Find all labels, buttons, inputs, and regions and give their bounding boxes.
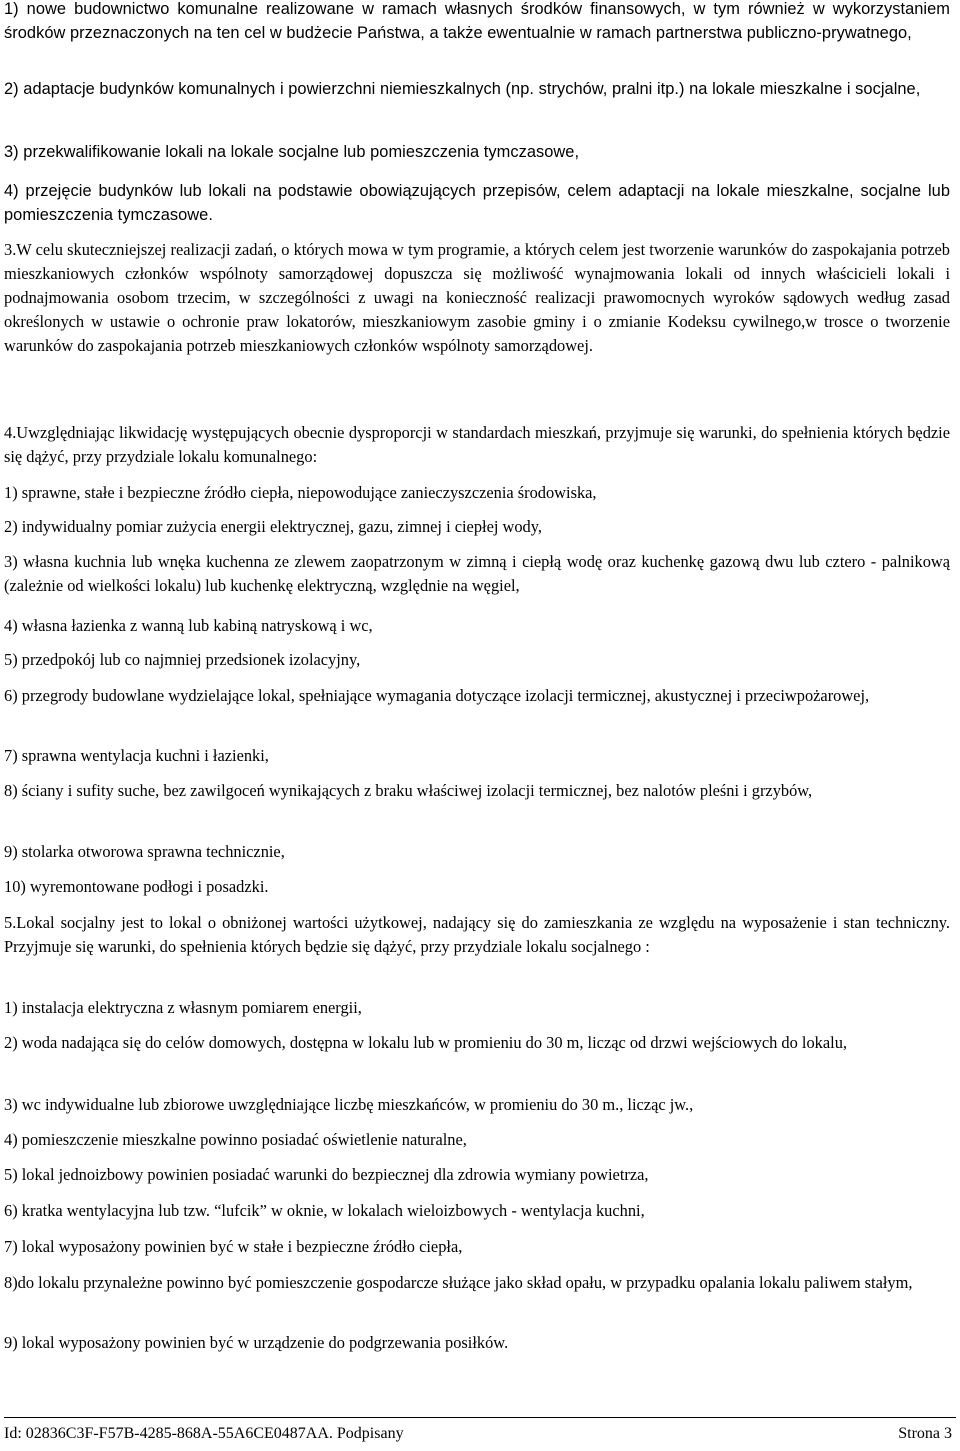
paragraph-condition-8: 8) ściany i sufity suche, bez zawilgoceń wynikających z braku właściwej izolacji termicznej, bez nalotów pleśni i grzybów, — [4, 781, 813, 800]
paragraph-condition-5: 5) przedpokój lub co najmniej przedsionek izolacyjny, — [4, 650, 361, 669]
paragraph-section-4: 4.Uwzględniając likwidację występujących obecnie dysproporcji w standardach mieszkań, przyjmuje się warunki, do spełnienia których będzie się dążyć, przy przydziale lokalu komunalnego: — [4, 423, 950, 466]
paragraph-social-9: 9) lokal wyposażony powinien być w urządzenie do podgrzewania posiłków. — [4, 1333, 509, 1352]
footer-divider — [4, 1417, 956, 1418]
page-number-text: Strona 3 — [898, 1425, 952, 1442]
paragraph-social-8: 8)do lokalu przynależne powinno być pomieszczenie gospodarcze służące jako skład opału, w przypadku opalania lokalu paliwem stałym, — [4, 1273, 913, 1292]
paragraph-item-4: 4) przejęcie budynków lub lokali na podstawie obowiązujących przepisów, celem adaptacji na lokale mieszkalne, socjalne lub pomieszczenia tymczasowe. — [4, 182, 950, 224]
paragraph-item-1: 1) nowe budownictwo komunalne realizowane w ramach własnych środków finansowych, w tym również w wykorzystaniem środków przeznaczonych na ten cel w budżecie Państwa, a także ewentualnie w ramach partnerstwa publiczno-prywatnego, — [4, 0, 950, 42]
paragraph-condition-2: 2) indywidualny pomiar zużycia energii elektrycznej, gazu, zimnej i ciepłej wody, — [4, 517, 542, 536]
paragraph-condition-10: 10) wyremontowane podłogi i posadzki. — [4, 877, 269, 896]
paragraph-section-5: 5.Lokal socjalny jest to lokal o obniżonej wartości użytkowej, nadający się do zamieszkania ze względu na wyposażenie i stan techniczny. Przyjmuje się warunki, do spełnienia których będzie się dążyć, przy przydziale lokalu socjalnego : — [4, 913, 950, 956]
paragraph-social-3: 3) wc indywidualne lub zbiorowe uwzględniające liczbę mieszkańców, w promieniu do 30 m., licząc jw., — [4, 1095, 694, 1114]
paragraph-item-2: 2) adaptacje budynków komunalnych i powierzchni niemieszkalnych (np. strychów, pralni itp.) na lokale mieszkalne i socjalne, — [4, 80, 921, 98]
paragraph-item-3: 3) przekwalifikowanie lokali na lokale socjalne lub pomieszczenia tymczasowe, — [4, 143, 580, 161]
paragraph-condition-9: 9) stolarka otworowa sprawna technicznie, — [4, 842, 285, 861]
paragraph-section-3: 3.W celu skuteczniejszej realizacji zadań, o których mowa w tym programie, a których celem jest tworzenie warunków do zaspokajania potrzeb mieszkaniowych członków wspólnoty samorządowej dopuszcza się możliwość wynajmowania lokali od innych właścicieli lokali i podnajmowania osobom trzecim, w szczególności z uwagi na konieczność realizacji prawomocnych wyroków sądowych według zasad określonych w ustawie o ochronie praw lokatorów, mieszkaniowym zasobie gminy i o zmianie Kodeksu cywilnego,w trosce o tworzenie warunków do zaspokajania potrzeb mieszkaniowych członków wspólnoty samorządowej. — [4, 240, 950, 355]
paragraph-condition-3: 3) własna kuchnia lub wnęka kuchenna ze zlewem zaopatrzonym w zimną i ciepłą wodę oraz kuchenkę gazową dwu lub cztero - palnikową (zależnie od wielkości lokalu) lub kuchenkę elektryczną, względnie na węgiel, — [4, 552, 950, 595]
paragraph-social-1: 1) instalacja elektryczna z własnym pomiarem energii, — [4, 998, 362, 1017]
paragraph-social-6: 6) kratka wentylacyjna lub tzw. “lufcik” w oknie, w lokalach wieloizbowych - wentylacja kuchni, — [4, 1201, 645, 1220]
paragraph-social-2: 2) woda nadająca się do celów domowych, dostępna w lokalu lub w promieniu do 30 m, licząc od drzwi wejściowych do lokalu, — [4, 1033, 847, 1052]
document-id-text: Id: 02836C3F-F57B-4285-868A-55A6CE0487AA. Podpisany — [4, 1425, 404, 1442]
paragraph-condition-4: 4) własna łazienka z wanną lub kabiną natryskową i wc, — [4, 616, 373, 635]
paragraph-condition-7: 7) sprawna wentylacja kuchni i łazienki, — [4, 746, 269, 765]
paragraph-condition-6: 6) przegrody budowlane wydzielające lokal, spełniające wymagania dotyczące izolacji termicznej, akustycznej i przeciwpożarowej, — [4, 686, 870, 705]
paragraph-condition-1: 1) sprawne, stałe i bezpieczne źródło ciepła, niepowodujące zanieczyszczenia środowiska, — [4, 483, 597, 502]
paragraph-social-7: 7) lokal wyposażony powinien być w stałe i bezpieczne źródło ciepła, — [4, 1237, 463, 1256]
paragraph-social-4: 4) pomieszczenie mieszkalne powinno posiadać oświetlenie naturalne, — [4, 1130, 467, 1149]
paragraph-social-5: 5) lokal jednoizbowy powinien posiadać warunki do bezpiecznej dla zdrowia wymiany powietrza, — [4, 1165, 649, 1184]
